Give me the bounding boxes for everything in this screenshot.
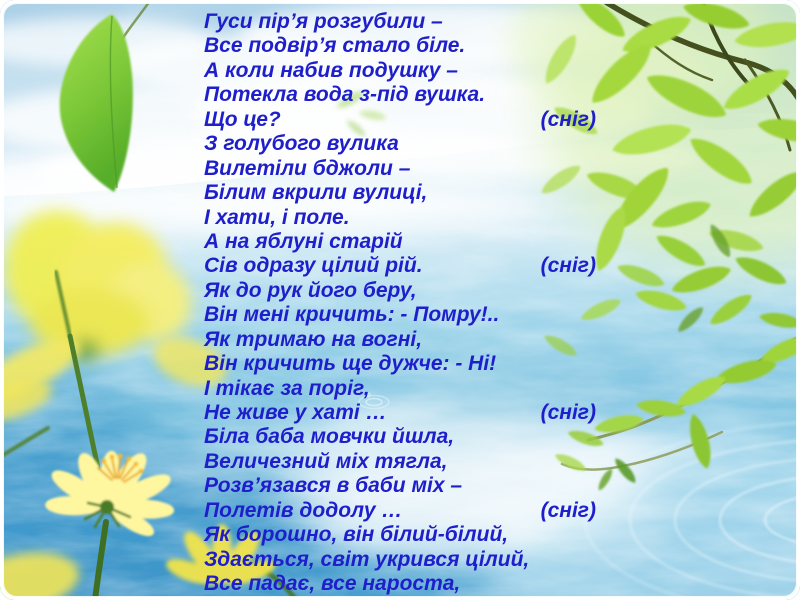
poem-line <box>204 450 596 474</box>
line-text: А коли набив подушку – <box>204 58 458 82</box>
line-text: Гуси пір’я розгубили – <box>204 10 443 33</box>
poem-line <box>204 572 596 596</box>
line-text: Здається, світ укрився цілий, <box>204 547 530 571</box>
answer-text: (сніг) <box>540 401 596 424</box>
line-text: З голубого вулика <box>204 132 399 156</box>
poem-line <box>204 59 596 83</box>
line-text: Величезний міх тягла, <box>204 449 448 473</box>
poem-line <box>204 499 596 523</box>
answer-text: (сніг) <box>540 254 596 278</box>
answer-text: (сніг) <box>540 107 596 131</box>
poem-line <box>204 401 596 425</box>
line-text: Полетів додолу … <box>204 498 403 522</box>
line-text: Що це? <box>204 107 281 131</box>
line-text: Як до рук його беру, <box>204 278 417 302</box>
poem-line <box>204 83 596 107</box>
poem-line <box>204 352 596 376</box>
poem-line <box>204 230 596 254</box>
poem-line <box>204 34 596 58</box>
poem-line <box>204 328 596 352</box>
poem-line <box>204 548 596 572</box>
poem-line <box>204 206 596 230</box>
poem-line <box>204 10 596 34</box>
line-text: Як тримаю на вогні, <box>204 327 423 351</box>
line-text: Вилетіли бджоли – <box>204 156 411 180</box>
line-text: Не живе у хаті … <box>204 401 387 424</box>
poem-line <box>204 132 596 156</box>
poem-line <box>204 279 596 303</box>
poem-line <box>204 157 596 181</box>
answer-text: (сніг) <box>540 498 596 522</box>
line-text: Біла баба мовчки йшла, <box>204 425 455 449</box>
poem-line <box>204 303 596 327</box>
poem-line <box>204 254 596 278</box>
poem-line <box>204 377 596 401</box>
poem-line <box>204 474 596 498</box>
line-text: Потекла вода з-під вушка. <box>204 83 486 107</box>
line-text: Все падає, все нароста, <box>204 572 461 596</box>
line-text: Сів одразу цілий рій. <box>204 254 423 278</box>
poem-line <box>204 181 596 205</box>
poem-line <box>204 108 596 132</box>
riddle-text <box>204 10 596 597</box>
line-text: А на яблуні старій <box>204 229 403 253</box>
poem-line <box>204 425 596 449</box>
line-text: І хати, і поле. <box>204 205 350 229</box>
line-text: Як борошно, він білий-білий, <box>204 523 509 547</box>
line-text: Білим вкрили вулиці, <box>204 181 428 205</box>
poem-line <box>204 523 596 547</box>
line-text: Розв’язався в баби міх – <box>204 474 463 498</box>
line-text: І тікає за поріг, <box>204 376 370 400</box>
line-text: Він кричить ще дужче: - Ні! <box>204 352 497 376</box>
line-text: Все подвір’я стало біле. <box>204 34 466 58</box>
line-text: Він мені кричить: - Помру!.. <box>204 303 500 327</box>
